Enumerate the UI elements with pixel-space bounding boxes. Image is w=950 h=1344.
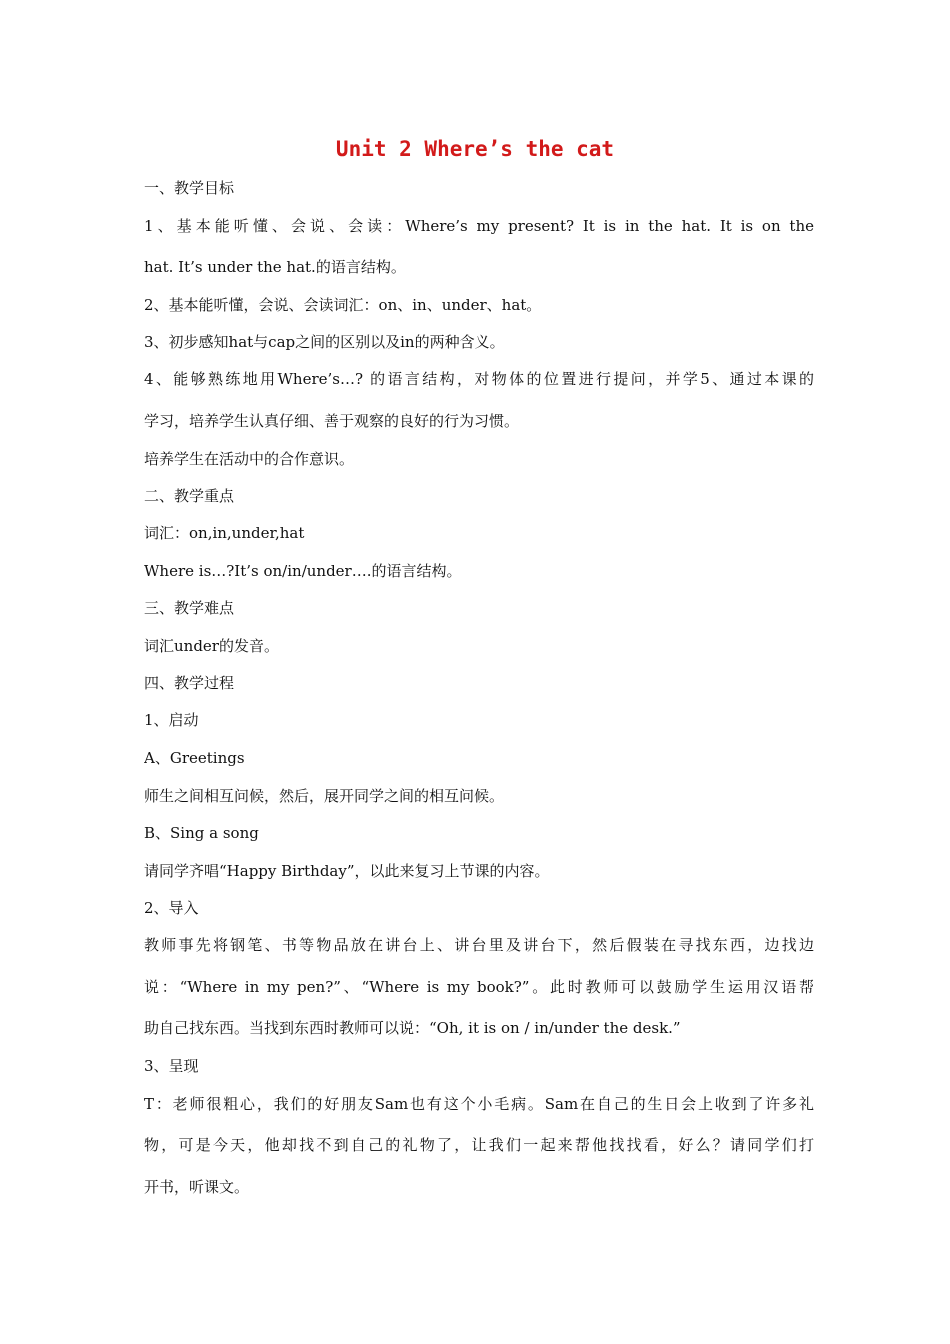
- step-1b-heading: B、Sing a song: [144, 824, 259, 842]
- document-title: Unit 2 Where’s the cat: [335, 137, 615, 161]
- step-3-heading: 3、呈现: [144, 1057, 199, 1075]
- key-point-vocabulary: 词汇：on,in,under,hat: [144, 524, 305, 542]
- step-3-text-line-1: T：老师很粗心，我们的好朋友Sam也有这个小毛病。Sam在自己的生日会上收到了许多礼: [144, 1095, 814, 1113]
- step-2-text-line-2: 说：“Where in my pen?”、“Where is my book?”。此时教师可以鼓励学生运用汉语帮: [144, 978, 814, 996]
- section-heading-procedure: 四、教学过程: [144, 674, 235, 692]
- step-2-text-line-3: 助自己找东西。当找到东西时教师可以说：“Oh, it is on / in/under the desk.”: [144, 1019, 681, 1037]
- key-point-structure: Where is…?It’s on/in/under….的语言结构。: [144, 562, 462, 580]
- objective-2: 2、基本能听懂，会说、会读词汇：on、in、under、hat。: [144, 296, 542, 314]
- objective-3: 3、初步感知hat与cap之间的区别以及in的两种含义。: [144, 333, 505, 351]
- step-1b-text: 请同学齐唱“Happy Birthday”，以此来复习上节课的内容。: [144, 862, 550, 880]
- step-1a-text: 师生之间相互问候，然后，展开同学之间的相互问候。: [144, 787, 505, 805]
- section-heading-key-points: 二、教学重点: [144, 487, 235, 505]
- step-2-heading: 2、导入: [144, 899, 199, 917]
- objective-4-line-3: 培养学生在活动中的合作意识。: [144, 450, 355, 468]
- step-1a-heading: A、Greetings: [144, 749, 245, 767]
- section-heading-difficulties: 三、教学难点: [144, 599, 235, 617]
- section-heading-objectives: 一、教学目标: [144, 179, 235, 197]
- step-3-text-line-3: 开书，听课文。: [144, 1178, 250, 1196]
- objective-4-line-2: 学习，培养学生认真仔细、善于观察的良好的行为习惯。: [144, 412, 520, 430]
- step-2-text-line-1: 教师事先将钢笔、书等物品放在讲台上、讲台里及讲台下，然后假装在寻找东西，边找边: [144, 936, 814, 954]
- difficulty-pronunciation: 词汇under的发音。: [144, 637, 279, 655]
- objective-1-line-2: hat. It’s under the hat.的语言结构。: [144, 258, 406, 276]
- step-1-heading: 1、启动: [144, 711, 199, 729]
- objective-1-line-1: 1、基本能听懂、会说、会读：Where’s my present? It is in the hat. It is on the: [144, 217, 814, 235]
- step-3-text-line-2: 物，可是今天，他却找不到自己的礼物了，让我们一起来帮他找找看，好么？请同学们打: [144, 1136, 814, 1154]
- objective-4-line-1: 4、能够熟练地用Where’s…? 的语言结构，对物体的位置进行提问，并学5、通过本课的: [144, 370, 814, 388]
